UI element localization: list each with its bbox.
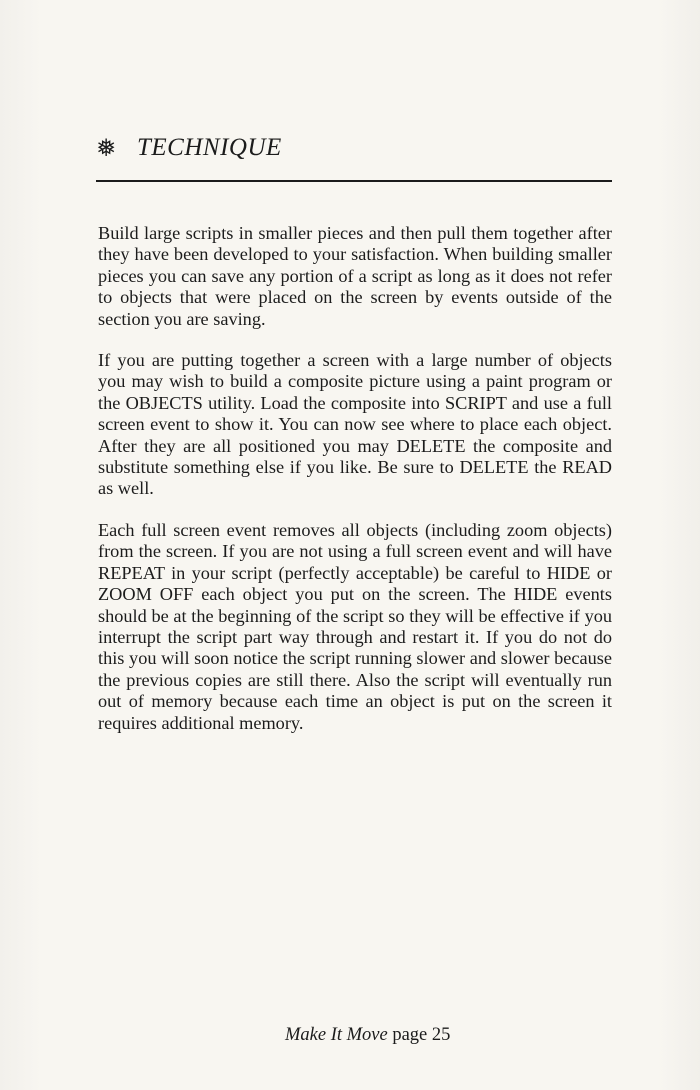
footer-page-label: page 25 bbox=[392, 1025, 451, 1045]
footer-book-title: Make It Move bbox=[285, 1025, 388, 1045]
section-header bbox=[96, 130, 612, 182]
page-footer bbox=[285, 1024, 450, 1046]
body-text bbox=[98, 223, 612, 754]
paragraph-1: Build large scripts in smaller pieces and then pull them together after they have been developed to your satisfaction. When building smaller pieces you can save any portion of a script as long as it does not refer to objects that were placed on the screen by events outside of the section you are saving. bbox=[98, 223, 612, 329]
asterism-icon: ❅ bbox=[96, 134, 117, 162]
paragraph-3: Each full screen event removes all objects (including zoom objects) from the screen. If you are not using a full screen event and will have REPEAT in your script (perfectly acceptable) be careful to HIDE or ZOOM OFF each object you put on the screen. The HIDE events should be at the beginning of the script so they will be effective if you interrupt the script part way through and restart it. If you do not do this you will soon notice the script running slower and slower because the previous copies are still there. Also the script will eventually run out of memory because each time an object is put on the screen it requires additional memory. bbox=[98, 519, 612, 733]
paragraph-2: If you are putting together a screen with a large number of objects you may wish to build a composite picture using a paint program or the OBJECTS utility. Load the composite into SCRIPT and use a full screen event to show it. You can now see where to place each object. After they are all positioned you may DELETE the composite and substitute something else if you like. Be sure to DELETE the READ as well. bbox=[98, 350, 612, 499]
section-title: TECHNIQUE bbox=[137, 134, 282, 161]
